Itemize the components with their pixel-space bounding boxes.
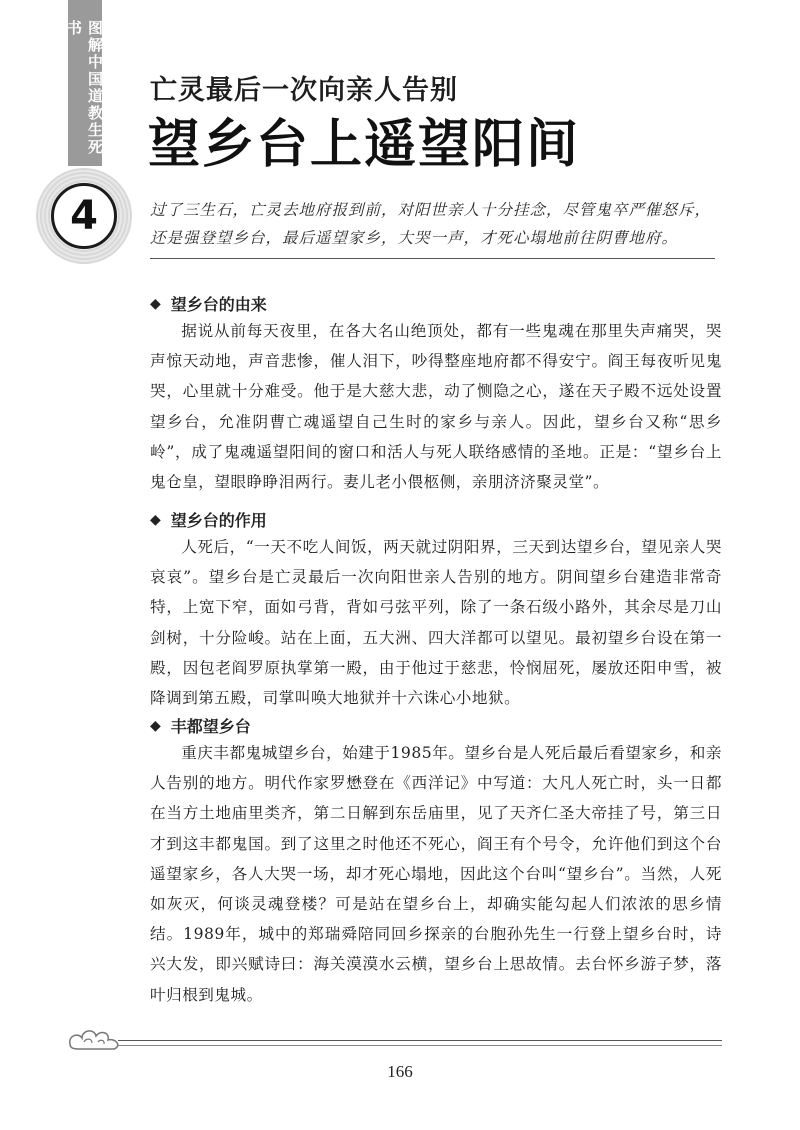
section-body-origin: 据说从前每天夜里，在各大名山绝顶处，都有一些鬼魂在那里失声痛哭，哭声惊天动地，声音悲惨，催人泪下，吵得整座地府都不得安宁。阎王每夜听见鬼哭，心里就十分难受。他于是大慈大悲，动了恻隐之心，遂在天子殿不远处设置望乡台，允准阴曹亡魂遥望自己生时的家乡与亲人。因此，望乡台又称“思乡岭”，成了鬼魂遥望阳间的窗口和活人与死人联络感情的圣地。正是：“望乡台上鬼仓皇，望眼睁睁泪两行。妻儿老小偎柩侧，亲朋济济聚灵堂”。 <box>150 322 722 492</box>
page-number: 166 <box>387 1062 413 1081</box>
top-divider <box>150 258 715 259</box>
diamond-icon: ◆ <box>150 295 161 312</box>
cloud-ornament-icon <box>66 1022 124 1054</box>
section-heading-fengdu <box>150 714 251 737</box>
section-heading-origin <box>150 292 267 315</box>
side-tab-label: 图解中国道教生死书 <box>65 20 104 156</box>
side-tab <box>65 0 104 166</box>
page-subtitle: 亡灵最后一次向亲人告别 <box>150 75 458 106</box>
chapter-number: 4 <box>51 183 117 249</box>
chapter-badge <box>36 168 132 264</box>
intro-text: 过了三生石，亡灵去地府报到前，对阳世亲人十分挂念，尽管鬼卒严催怒斥，还是强登望乡台，最后遥望家乡，大哭一声，才死心塌地前往阴曹地府。 <box>150 201 712 247</box>
diamond-icon: ◆ <box>150 511 161 528</box>
section-heading-label: 望乡台的作用 <box>170 511 267 530</box>
section-body-fengdu: 重庆丰都鬼城望乡台，始建于1985年。望乡台是人死后最后看望家乡，和亲人告别的地方。明代作家罗懋登在《西洋记》中写道：大凡人死亡时，头一日都在当方土地庙里类齐，第二日解到东岳庙里，见了天齐仁圣大帝挂了号，第三日才到这丰都鬼国。到了这里之时他还不死心，阎王有个号令，允许他们到这个台遥望家乡，各人大哭一场，却才死心塌地，因此这个台叫“望乡台”。当然，人死如灰灭，何谈灵魂登楼？可是站在望乡台上，却确实能勾起人们浓浓的思乡情结。1989年，城中的郑瑞舜陪同回乡探亲的台胞孙先生一行登上望乡台时，诗兴大发，即兴赋诗曰：海关漠漠水云横，望乡台上思故情。去台怀乡游子梦，落叶归根到鬼城。 <box>150 744 722 1004</box>
diamond-icon: ◆ <box>150 717 161 734</box>
page-title: 望乡台上遥望阳间 <box>148 115 581 175</box>
bottom-divider <box>118 1040 722 1046</box>
section-heading-label: 丰都望乡台 <box>170 717 251 736</box>
section-body-function: 人死后，“一天不吃人间饭，两天就过阴阳界，三天到达望乡台，望见亲人哭哀哀”。望乡台是亡灵最后一次向阳世亲人告别的地方。阴间望乡台建造非常奇特，上宽下窄，面如弓背，背如弓弦平列，除了一条石级小路外，其余尽是刀山剑树，十分险峻。站在上面，五大洲、四大洋都可以望见。最初望乡台设在第一殿，因包老阎罗原执掌第一殿，由于他过于慈悲，怜悯屈死，屡放还阳申雪，被降调到第五殿，司掌叫唤大地狱并十六诛心小地狱。 <box>150 538 722 708</box>
section-heading-label: 望乡台的由来 <box>170 295 267 314</box>
section-heading-function <box>150 508 267 531</box>
